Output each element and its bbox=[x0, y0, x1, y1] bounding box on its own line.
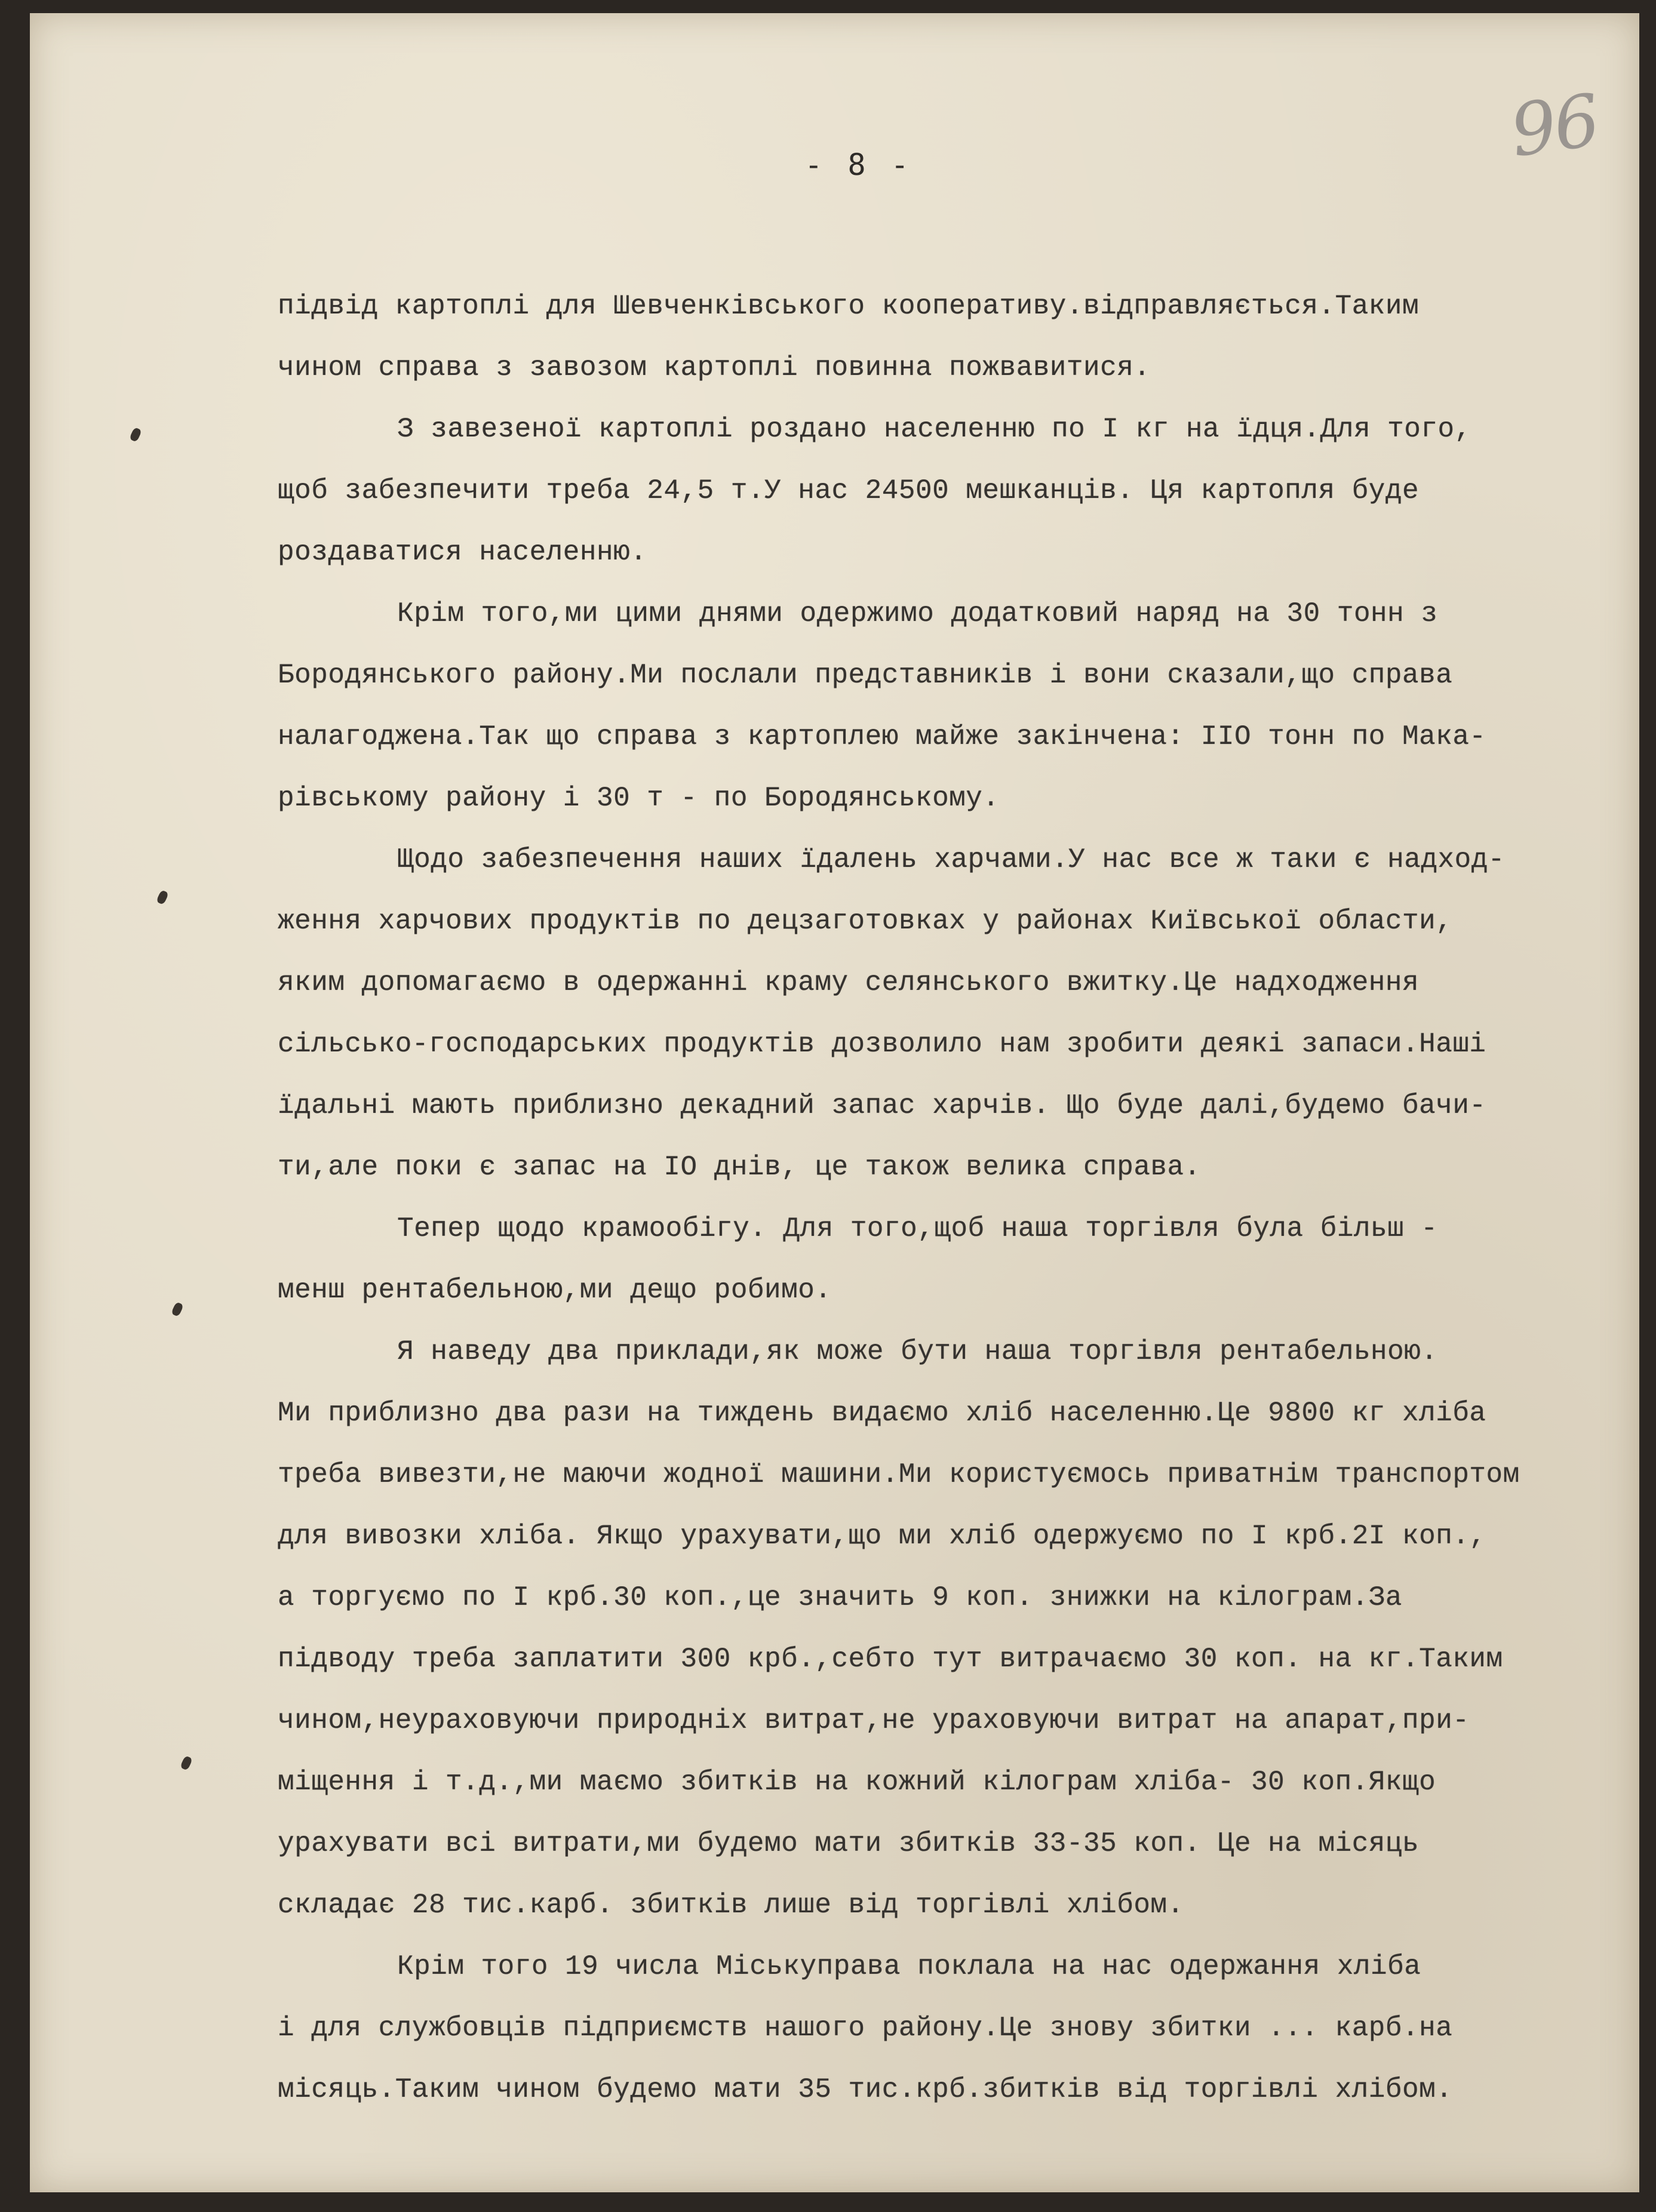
text-line: міщення і т.д.,ми маємо збитків на кожний кілограм хліба- 30 коп.Якщо bbox=[278, 1767, 1436, 1798]
text-line: сільсько-господарських продуктів дозволило нам зробити деякі запаси.Наші bbox=[278, 1029, 1486, 1060]
punch-mark bbox=[180, 1755, 193, 1771]
text-line: для вивозки хліба. Якщо урахувати,що ми хліб одержуємо по I крб.2I коп., bbox=[278, 1521, 1486, 1552]
text-line: Тепер щодо крамообігу. Для того,щоб наша торгівля була більш - bbox=[397, 1213, 1438, 1244]
punch-mark bbox=[171, 1302, 184, 1317]
text-line: менш рентабельною,ми дещо робимо. bbox=[278, 1275, 832, 1306]
text-line: роздаватися населенню. bbox=[278, 537, 647, 568]
text-line: їдальні мають приблизно декадний запас харчів. Що буде далі,будемо бачи- bbox=[278, 1090, 1486, 1121]
text-line: підвід картоплі для Шевченківського кооперативу.відправляється.Таким bbox=[278, 291, 1420, 322]
text-line: Я наведу два приклади,як може бути наша торгівля рентабельною. bbox=[397, 1336, 1438, 1367]
page-number: - 8 - bbox=[804, 147, 913, 182]
text-line: місяць.Таким чином будемо мати 35 тис.крб.збитків від торгівлі хлібом. bbox=[278, 2074, 1453, 2105]
punch-mark bbox=[156, 890, 169, 905]
text-line: Крім того,ми цими днями одержимо додатковий наряд на 30 тонн з bbox=[397, 598, 1438, 629]
archive-folio-number: 96 bbox=[1506, 79, 1603, 174]
text-line: Ми приблизно два рази на тиждень видаємо хліб населенню.Це 9800 кг хліба bbox=[278, 1398, 1486, 1429]
text-line: рівському району і 30 т - по Бородянському. bbox=[278, 783, 1000, 814]
text-line: З завезеної картоплі роздано населенню по I кг на їдця.Для того, bbox=[397, 414, 1471, 445]
text-line: щоб забезпечити треба 24,5 т.У нас 24500 мешканців. Ця картопля буде bbox=[278, 475, 1420, 506]
text-line: ження харчових продуктів по децзаготовках у районах Київської области, bbox=[278, 906, 1453, 937]
document-page bbox=[30, 13, 1639, 2192]
text-line: яким допомагаємо в одержанні краму селянського вжитку.Це надходження bbox=[278, 967, 1420, 998]
punch-mark bbox=[129, 427, 142, 442]
text-line: чином справа з завозом картоплі повинна пожвавитися. bbox=[278, 352, 1151, 383]
text-line: Щодо забезпечення наших їдалень харчами.У нас все ж таки є надход- bbox=[397, 844, 1505, 875]
text-line: ти,але поки є запас на IO днів, це також велика справа. bbox=[278, 1152, 1201, 1183]
text-line: урахувати всі витрати,ми будемо мати збитків 33-35 коп. Це на місяць bbox=[278, 1828, 1420, 1859]
text-line: підводу треба заплатити 300 крб.,себто тут витрачаємо 30 коп. на кг.Таким bbox=[278, 1644, 1503, 1675]
text-line: Крім того 19 числа Міськуправа поклала на нас одержання хліба bbox=[397, 1951, 1421, 1982]
document-body bbox=[278, 276, 1603, 2121]
text-line: Бородянського району.Ми послали представників і вони сказали,що справа bbox=[278, 660, 1453, 691]
text-line: складає 28 тис.карб. збитків лише від торгівлі хлібом. bbox=[278, 1890, 1184, 1921]
text-line: і для службовців підприємств нашого району.Це знову збитки ... карб.на bbox=[278, 2013, 1453, 2044]
text-line: треба вивезти,не маючи жодної машини.Ми користуємось приватнім транспортом bbox=[278, 1459, 1520, 1490]
text-line: а торгуємо по I крб.30 коп.,це значить 9 коп. знижки на кілограм.За bbox=[278, 1582, 1403, 1613]
text-line: чином,неураховуючи природніх витрат,не ураховуючи витрат на апарат,при- bbox=[278, 1705, 1470, 1736]
text-line: налагоджена.Так що справа з картоплею майже закінчена: IIO тонн по Мака- bbox=[278, 721, 1486, 752]
